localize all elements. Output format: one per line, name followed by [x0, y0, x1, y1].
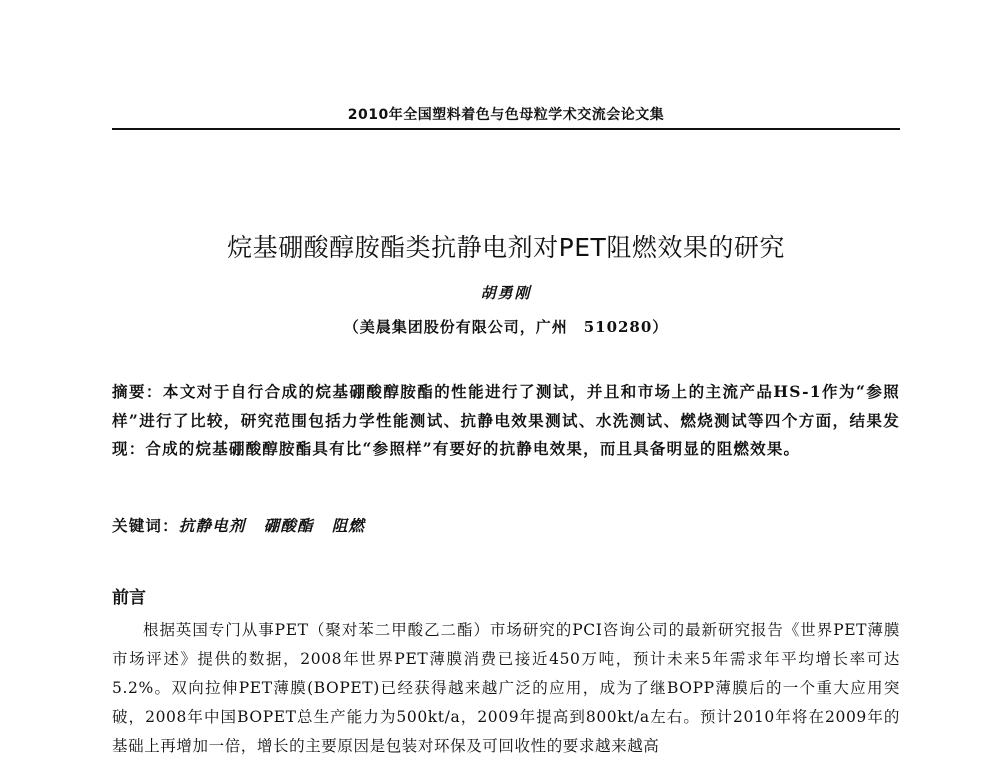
running-header: 2010年全国塑料着色与色母粒学术交流会论文集 — [347, 107, 665, 123]
abstract — [112, 378, 900, 464]
header-rule — [112, 128, 900, 130]
keyword-item: 硼酸酯 — [263, 516, 314, 535]
author-affiliation: （美晨集团股份有限公司，广州 510280） — [343, 318, 669, 336]
body-paragraph: 根据英国专门从事PET（聚对苯二甲酸乙二酯）市场研究的PCI咨询公司的最新研究报告《世界PET薄膜市场评述》提供的数据，2008年世界PET薄膜消费已接近450万吨，预计未来5年需求年平均增长率可达5.2%。双向拉伸PET薄膜(BOPET)已经获得越来越广泛的应用，成为了继BOPP薄膜后的一个重大应用突破，2008年中国BOPET总生产能力为500kt/a，2009年提高到800kt/a左右。预计2010年将在2009年的基础上再增加一倍，增长的主要原因是包装对环保及可回收性的要求越来越高 — [112, 621, 900, 755]
keywords-label: 关键词： — [112, 517, 179, 535]
keywords — [112, 512, 900, 540]
paper-title: 烷基硼酸醇胺酯类抗静电剂对PET阻燃效果的研究 — [227, 233, 785, 262]
abstract-text: 本文对于自行合成的烷基硼酸醇胺酯的性能进行了测试，并且和市场上的主流产品HS-1作为“参照样”进行了比较，研究范围包括力学性能测试、抗静电效果测试、水洗测试、燃烧测试等四个方面，结果发现：合成的烷基硼酸醇胺酯具有比“参照样”有要好的抗静电效果，而且具备明显的阻燃效果。 — [112, 382, 900, 458]
keyword-item: 抗静电剂 — [178, 516, 246, 535]
abstract-label: 摘要： — [112, 383, 163, 401]
author-name: 胡勇刚 — [480, 284, 532, 302]
keyword-item: 阻燃 — [331, 516, 366, 535]
section-heading: 前言 — [112, 588, 146, 608]
